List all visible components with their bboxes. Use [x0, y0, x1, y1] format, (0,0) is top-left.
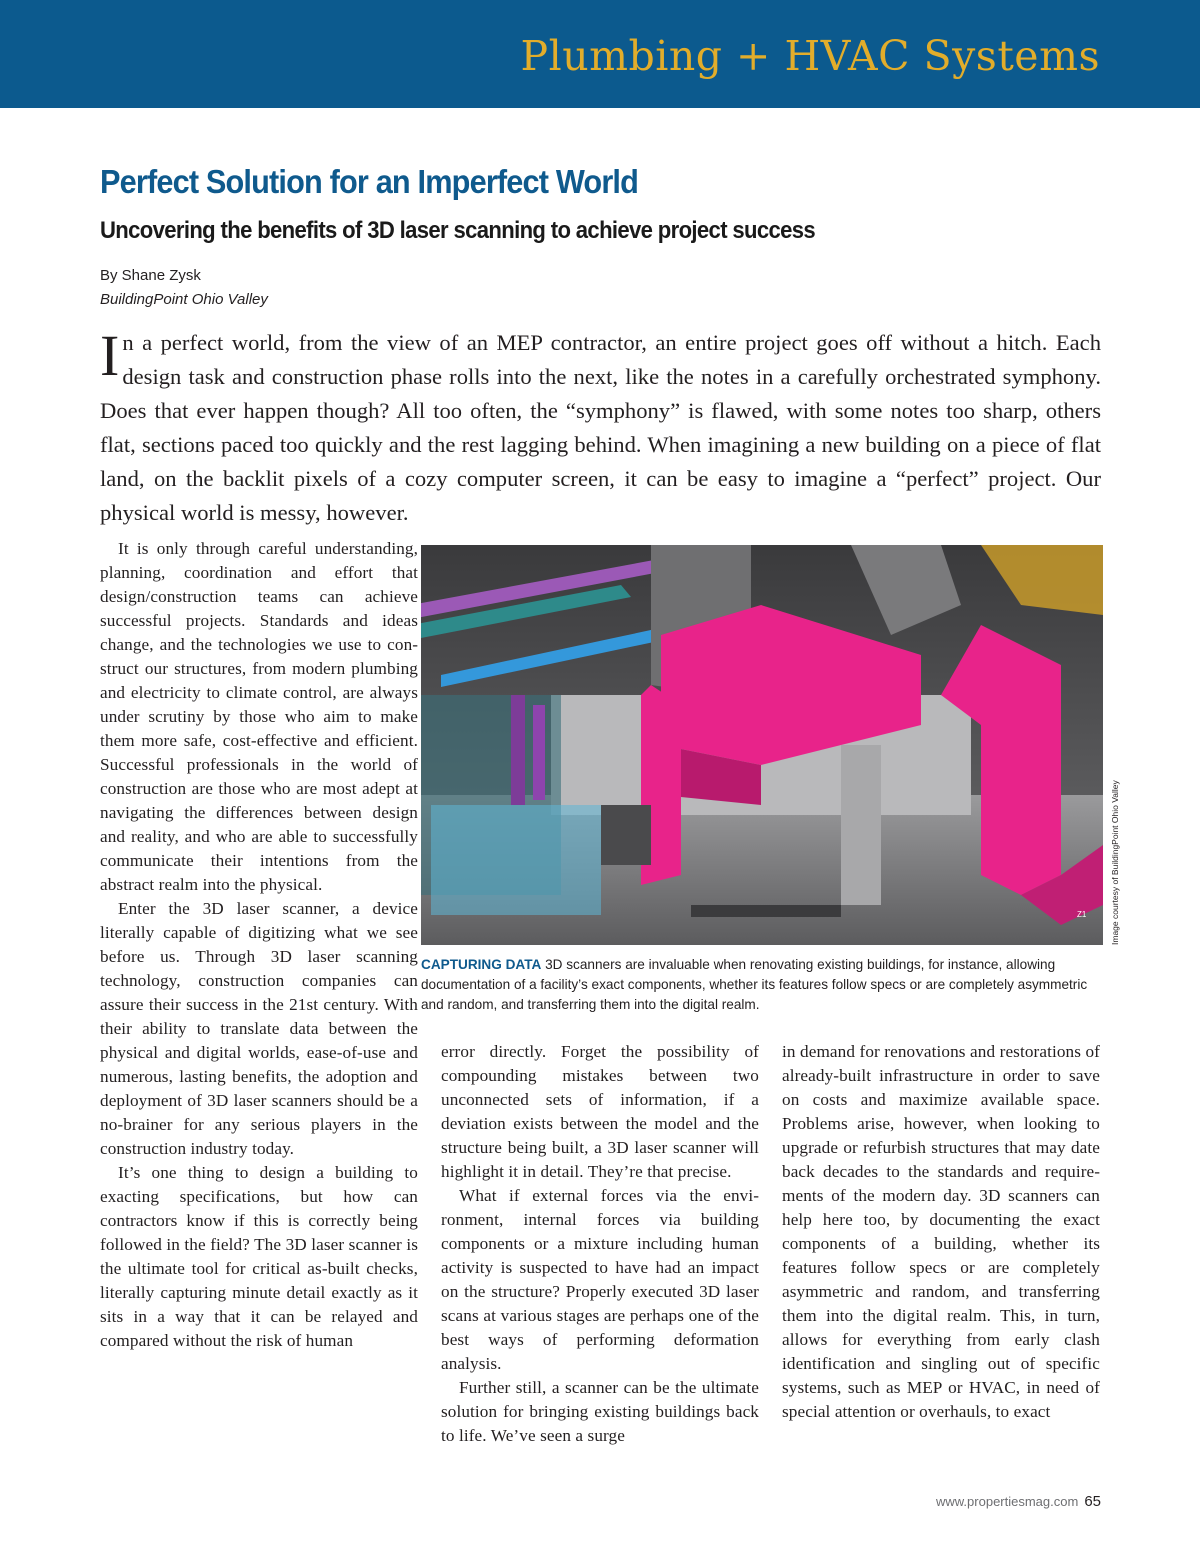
- footer-website[interactable]: www.propertiesmag.com: [935, 1494, 1079, 1509]
- viewer-toolbar: [691, 905, 841, 917]
- drop-cap: I: [100, 323, 120, 388]
- caption-label: CAPTURING DATA: [421, 957, 542, 972]
- scan-photo: [421, 545, 1103, 945]
- body-column-2: [441, 1040, 759, 1448]
- body-column-1: [100, 537, 418, 1353]
- body-paragraph: It is only through careful understanding, planning, coordination and effort that design/construction teams can achieve successful projects. Standards and ideas change, and the technologies we use to construct our structures, from modern plumbing and electricity to climate control, are always under scrutiny by those who aim to make them more safe, cost-effective and efficient. Successful professionals in the world of construction are those who are most adept at navigating the differences between design and reality, and who are able to successfully communicate their intentions from the abstract realm into the physical.: [100, 539, 418, 894]
- byline: [100, 264, 268, 312]
- photo-caption: [421, 955, 1103, 1015]
- article-subheadline: Uncovering the benefits of 3D laser scanning to achieve project success: [100, 217, 816, 244]
- point-cloud-illustration: [421, 545, 1103, 945]
- axis-label: Z1: [1077, 910, 1087, 919]
- lede-paragraph: [100, 323, 1101, 530]
- body-column-3: [782, 1040, 1100, 1424]
- machine-unit: [601, 805, 651, 865]
- section-title: Plumbing + HVAC Systems: [520, 32, 1100, 80]
- body-paragraph: What if external forces via the environment, internal forces via building components or a mixture including human activity is suspected to have had an impact on the structure? Properly executed 3D laser scans at various stages are perhaps one of the best ways of performing deformation analysis.: [441, 1186, 759, 1373]
- author-name: By Shane Zysk: [100, 267, 201, 284]
- vertical-pipe: [533, 705, 545, 800]
- caption-text: 3D scanners are invaluable when renovating existing buildings, for instance, allowing documentation of a facility’s exact components, whether its features follow specs or are completely asymmetric and random, and transferring them into the digital realm.: [421, 957, 1088, 1012]
- page-footer: [936, 1494, 1101, 1510]
- blue-cabinet: [431, 805, 601, 915]
- column: [841, 745, 881, 905]
- page-number: 65: [1084, 1493, 1101, 1510]
- article-headline: Perfect Solution for an Imperfect World: [100, 163, 639, 200]
- author-organization: BuildingPoint Ohio Valley: [100, 291, 268, 308]
- body-paragraph: in demand for renovations and restorations of already-built infrastructure in order to save on costs and maximize available space. Problems arise, however, when looking to upgrade or refurbish structures that may date back decades to the standards and requirements of the modern day. 3D scanners can help here too, by documenting the exact components of a building, whether its features follow specs or are completely asymmetric and random, and transferring them into the digital realm. This, in turn, allows for everything from early clash identification and singling out of specific systems, such as MEP or HVAC, in need of special attention or overhauls, to exact: [782, 1042, 1100, 1421]
- body-paragraph: Enter the 3D laser scanner, a device literally capable of digitizing what we see before us. Through 3D laser scanning technology, construction companies can assure their success in the 21st century. With their ability to translate data between the physical and digital worlds, ease-of-use and numerous, lasting benefits, the adoption and deployment of 3D laser scanners should be a no-brainer for any serious players in the construction industry today.: [100, 899, 418, 1158]
- lede-text: n a perfect world, from the view of an MEP contractor, an entire project goes off without a hitch. Each design task and construction phase rolls into the next, like the notes in a carefully orchestrated symphony. Does that ever happen though? All too often, the “symphony” is flawed, with some notes too sharp, others flat, sections paced too quickly and the rest lagging behind. When imagining a new building on a piece of flat land, on the backlit pixels of a cozy computer screen, it can be easy to imagine a “perfect” project. Our physical world is messy, however.: [100, 330, 1101, 525]
- body-paragraph: error directly. Forget the possibility of compounding mistakes between two unconnected sets of information, if a deviation exists between the model and the structure being built, a 3D laser scanner will highlight it in detail. They’re that precise.: [441, 1042, 759, 1181]
- vertical-pipe: [511, 695, 525, 805]
- image-credit: Image courtesy of BuildingPoint Ohio Valley: [1110, 780, 1120, 945]
- section-banner: [0, 0, 1200, 108]
- body-paragraph: Further still, a scanner can be the ultimate solution for bringing existing buildings back to life. We’ve seen a surge: [441, 1378, 759, 1445]
- body-paragraph: It’s one thing to design a building to exacting specifications, but how can contractors know if this is correctly being followed in the field? The 3D laser scanner is the ultimate tool for critical as-built checks, literally capturing minute detail exactly as it sits in a way that it can be relayed and compared without the risk of human: [100, 1163, 418, 1350]
